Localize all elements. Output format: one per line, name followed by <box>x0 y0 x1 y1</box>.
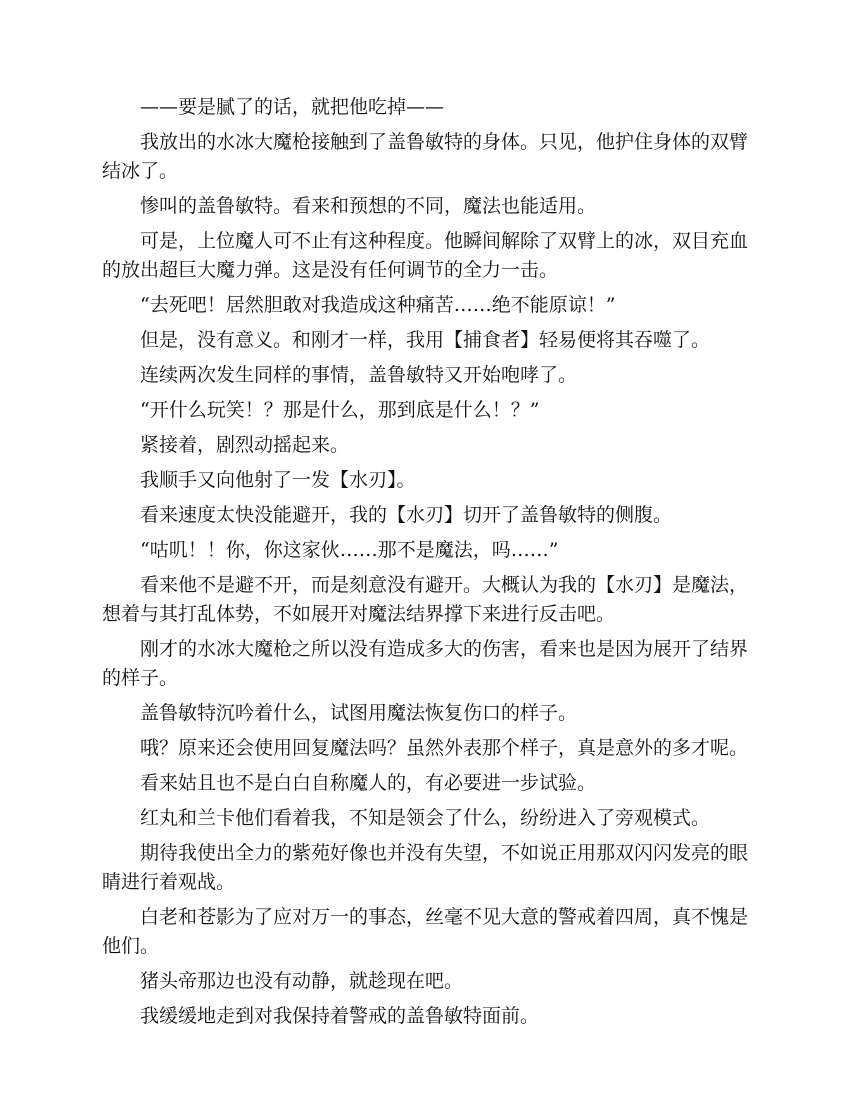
paragraph-15: 盖鲁敏特沉吟着什么，试图用魔法恢复伤口的样子。 <box>140 702 578 724</box>
paragraph-5: “去死吧！居然胆敢对我造成这种痛苦……绝不能原谅！” <box>140 294 616 316</box>
paragraph-20: 白老和苍影为了应对万一的事态，丝毫不见大意的警戒着四周，真不愧是他们。 <box>102 906 749 957</box>
paragraph-21: 猪头帝那边也没有动静，就趁现在吧。 <box>140 970 464 992</box>
paragraph-18: 红丸和兰卡他们看着我，不知是领会了什么，纷纷进入了旁观模式。 <box>140 807 711 829</box>
paragraph-11: 看来速度太快没能避开，我的【水刃】切开了盖鲁敏特的侧腹。 <box>140 504 673 526</box>
body-text <box>102 93 748 1037</box>
paragraph-7: 连续两次发生同样的事情，盖鲁敏特又开始咆哮了。 <box>140 364 578 386</box>
paragraph-2: 我放出的水冰大魔枪接触到了盖鲁敏特的身体。只见，他护住身体的双臂结冰了。 <box>102 131 749 182</box>
paragraph-19: 期待我使出全力的紫苑好像也并没有失望，不如说正用那双闪闪发亮的眼睛进行着观战。 <box>102 842 749 893</box>
paragraph-9: 紧接着，剧烈动摇起来。 <box>140 434 350 456</box>
paragraph-13: 看来他不是避不开，而是刻意没有避开。大概认为我的【水刃】是魔法，想着与其打乱体势，不如展开对魔法结界撑下来进行反击吧。 <box>102 574 749 625</box>
paragraph-22: 我缓缓地走到对我保持着警戒的盖鲁敏特面前。 <box>140 1005 540 1027</box>
paragraph-10: 我顺手又向他射了一发【水刃】。 <box>140 469 416 491</box>
paragraph-4: 可是，上位魔人可不止有这种程度。他瞬间解除了双臂上的冰，双目充血的放出超巨大魔力弹。这是没有任何调节的全力一击。 <box>102 230 749 281</box>
paragraph-1: ——要是腻了的话，就把他吃掉—— <box>140 96 445 118</box>
paragraph-14: 刚才的水冰大魔枪之所以没有造成多大的伤害，看来也是因为展开了结界的样子。 <box>102 638 749 689</box>
paragraph-16: 哦？原来还会使用回复魔法吗？虽然外表那个样子，真是意外的多才呢。 <box>140 737 749 759</box>
paragraph-17: 看来姑且也不是白白自称魔人的，有必要进一步试验。 <box>140 772 597 794</box>
paragraph-3: 惨叫的盖鲁敏特。看来和预想的不同，魔法也能适用。 <box>140 195 597 217</box>
paragraph-6: 但是，没有意义。和刚才一样，我用【捕食者】轻易便将其吞噬了。 <box>140 329 711 351</box>
paragraph-8: “开什么玩笑！？那是什么，那到底是什么！？” <box>140 399 540 421</box>
paragraph-12: “咕叽！！你，你这家伙……那不是魔法，吗……” <box>140 539 559 561</box>
